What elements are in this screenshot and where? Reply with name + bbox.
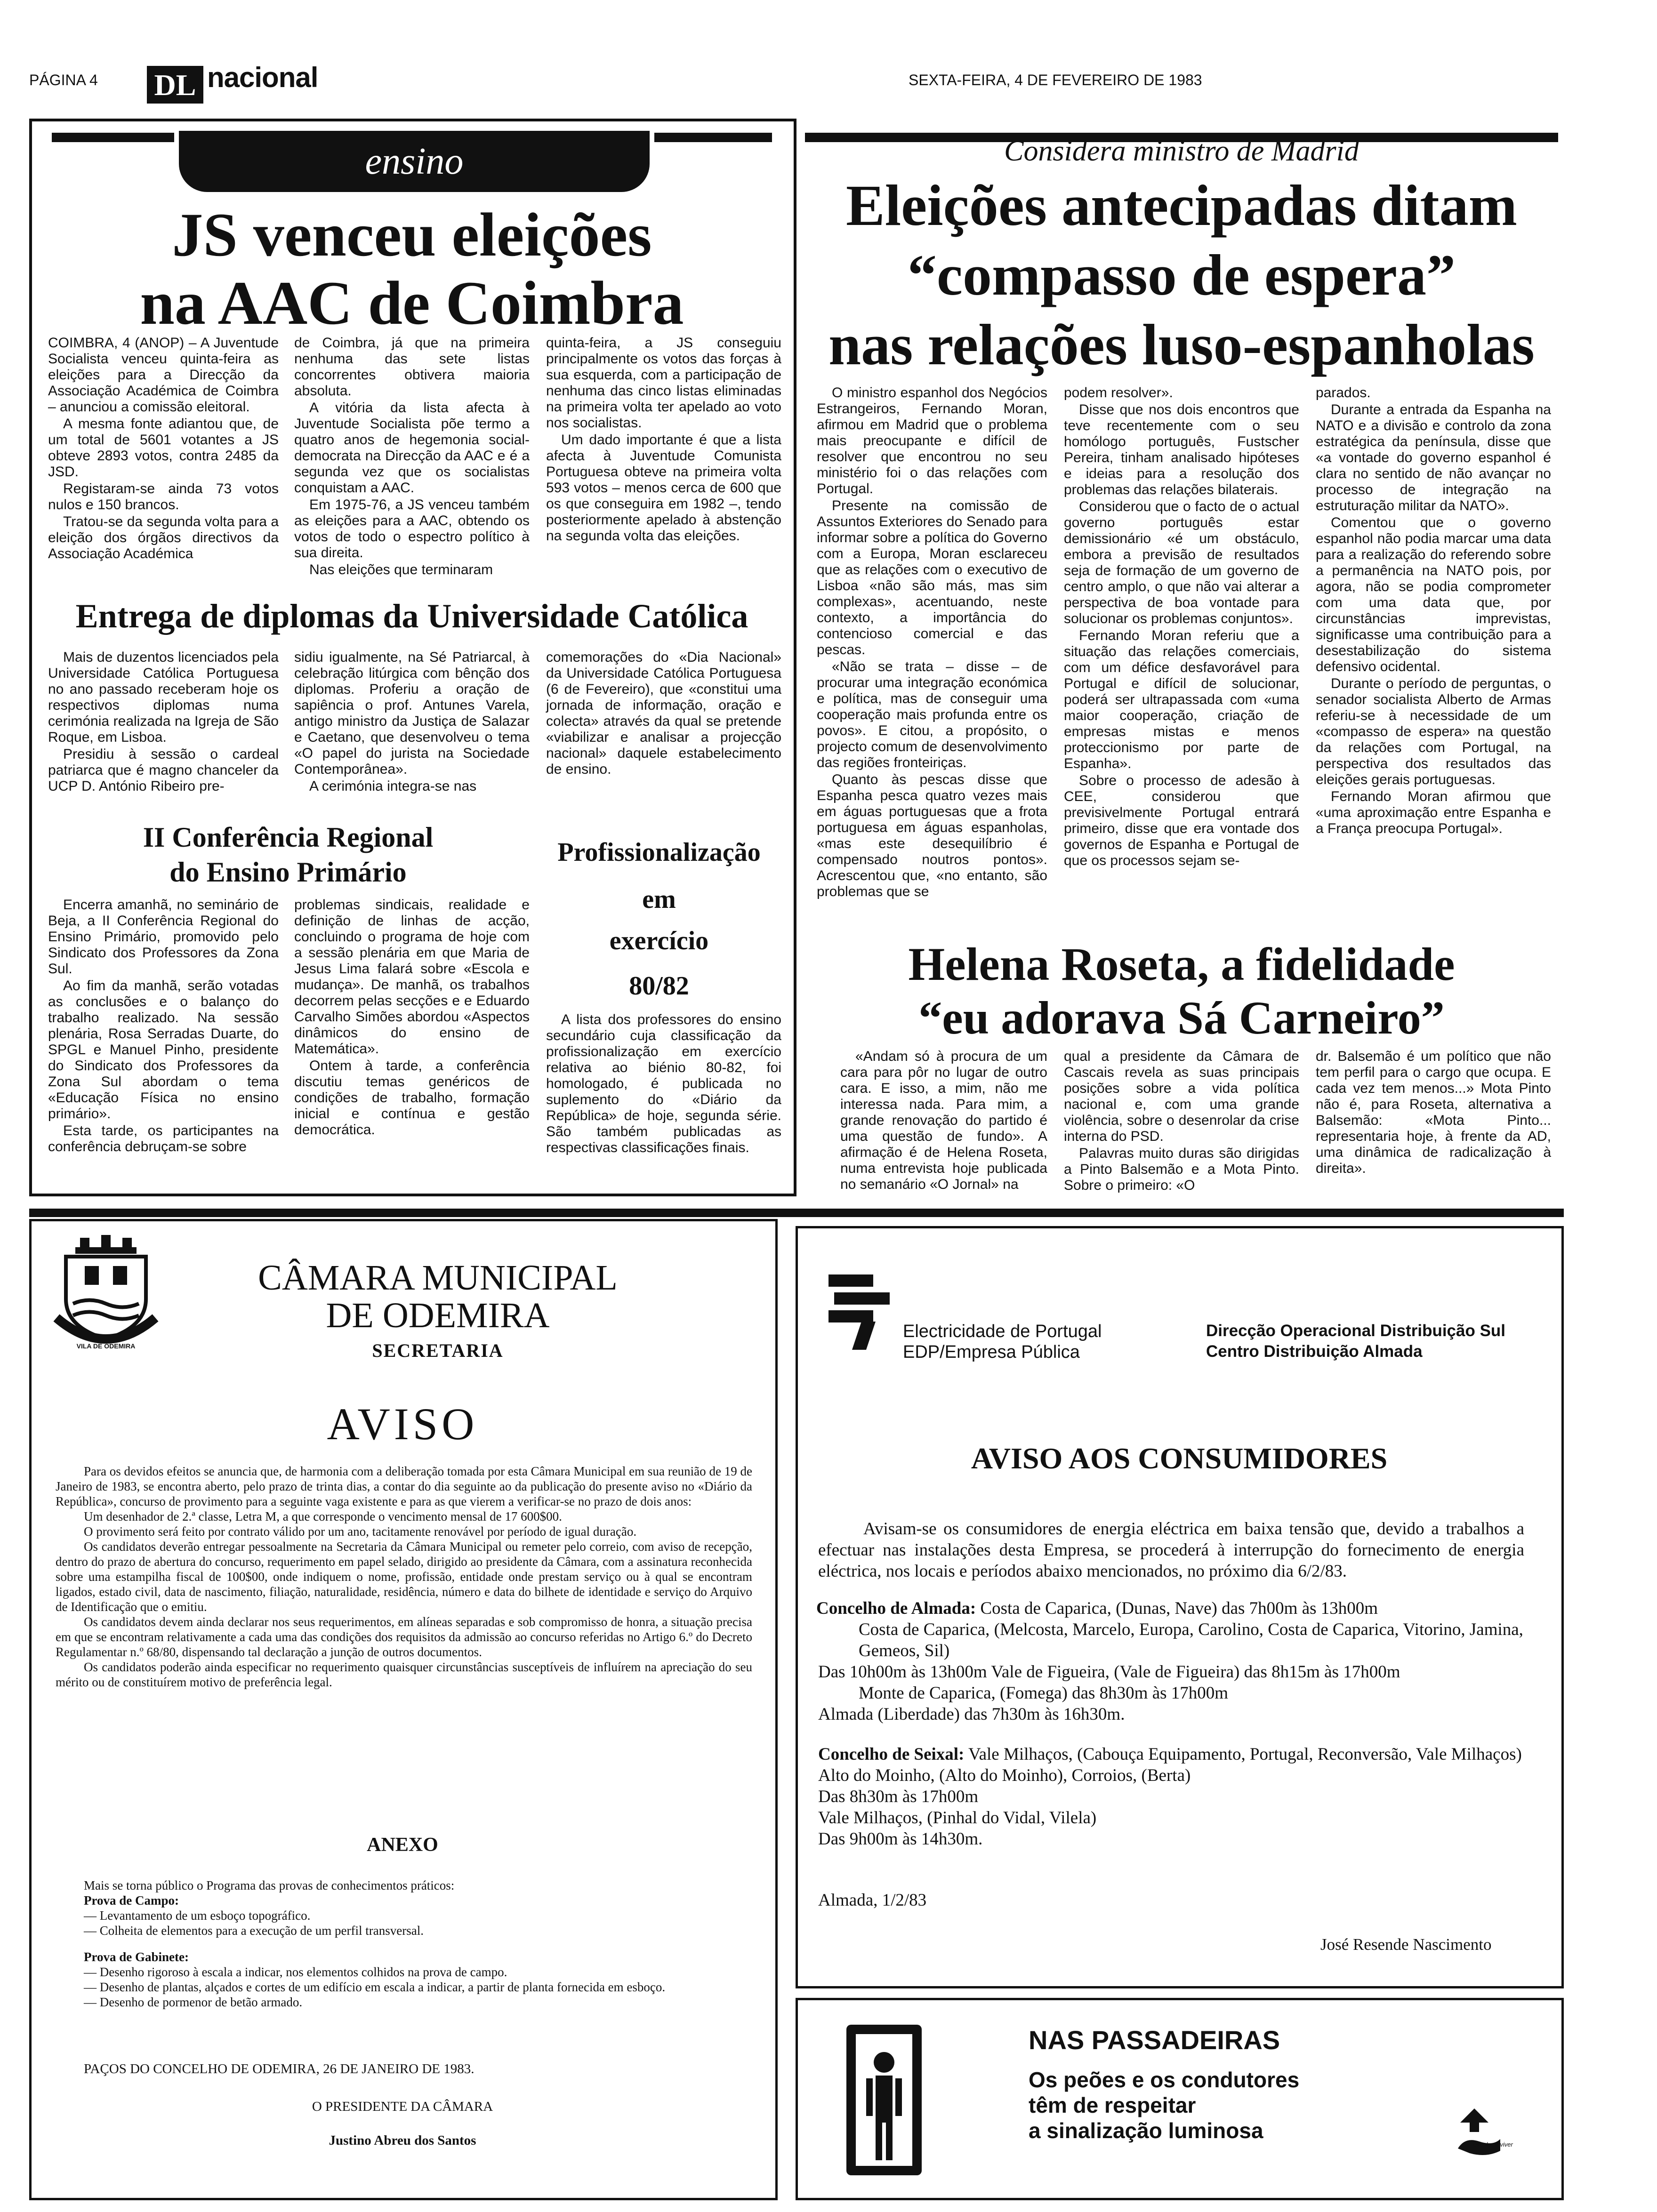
conferencia-headline-1: II Conferência Regional [143,822,434,853]
roseta-col-1 [840,1049,1047,1194]
paragraph: A cerimónia integra-se nas [309,778,477,794]
odemira-anexo: ANEXO [367,1834,438,1856]
circular-logo-icon [1451,2104,1507,2160]
edp-company-1: Electricidade de Portugal [903,1322,1102,1341]
profissionalizacao-headline-4: 80/82 [629,971,689,1001]
traffic-light-icon [837,2020,931,2175]
paragraph: O ministro espanhol dos Negócios Estrangeiros, Fernando Moran, afirmou em Madrid que o problema mais preocupante e difícil de resolver que encontrou no seu ministério foi o das relações com Portugal. [817,385,1047,497]
conferencia-col-1 [48,897,279,1156]
paragraph: Comentou que o governo espanhol não podia marcar uma data para a realização do referendo sobre a permanência na NATO pois, por agora, não se podia comprometer com uma data que, por circunstâncias imprevistas, significasse uma contribuição para a desestabilização do sistema defensivo ocidental. [1316,515,1551,674]
paragraph: Palavras muito duras são dirigidas a Pinto Balsemão e a Mota Pinto. Sobre o primeiro: «O [1064,1146,1299,1193]
ensino-tag-label: ensino [365,140,464,182]
edp-title: AVISO AOS CONSUMIDORES [971,1442,1388,1475]
profissionalizacao-headline-3: exercício [609,926,709,955]
edp-dept-1: Direcção Operacional Distribuição Sul [1206,1322,1506,1340]
madrid-col-3 [1316,385,1551,838]
paragraph: Esta tarde, os participantes na conferência debruçam-se sobre [48,1123,279,1154]
paragraph: A vitória da lista afecta à Juventude Socialista põe termo a quatro anos de hegemonia social-democrata na Direcção da AAC e é a segunda vez que os socialistas conquistam a AAC. [294,400,530,496]
madrid-kicker: Considera ministro de Madrid [1004,135,1359,167]
page-date: SEXTA-FEIRA, 4 DE FEVEREIRO DE 1983 [909,72,1202,88]
paragraph: Quanto às pescas disse que Espanha pesca quatro vezes mais em águas portuguesas que a frota portuguesa em águas espanholas, «mas este desequilíbrio é compensado noutros pontos». Acrescentou que, «no entanto, são problemas que se [817,772,1047,899]
madrid-headline-3: nas relações luso-espanholas [828,313,1535,377]
section-title: nacional [207,62,318,93]
circular-logo-text: circular e viver [1473,2141,1513,2148]
edp-line: Almada (Liberdade) das 7h30m às 16h30m. [818,1705,1125,1724]
paragraph: Durante o período de perguntas, o senador socialista Alberto de Armas referiu-se à necessidade de um «compasso de espera» na questão da relações com Portugal, na perspectiva dos resultados das eleições gerais portuguesas. [1316,676,1551,787]
paragraph: Considerou que o facto de o actual governo português estar demissionário «é um obstáculo, embora a previsão de resultados seja de formação de um governo de centro amplo, o que não vai alterar a perspectiva de boa vontade para solucionar os problemas conjuntos». [1064,499,1299,626]
edp-logo-icon [828,1274,890,1350]
paragraph: A mesma fonte adiantou que, de um total de 5601 votantes a JS obteve 2893 votos, contra 2485 da JSD. [48,416,279,480]
passadeiras-line-3: a sinalização luminosa [1029,2118,1263,2143]
profissionalizacao-headline-1: Profissionalização [557,838,761,867]
paragraph: Presente na comissão de Assuntos Exteriores do Senado para informar sobre a política do Governo com a Europa, Moran esclareceu que as relações com o executivo de Lisboa «não são más, mas sim complexas», acentuando, neste contexto, a importância do contencioso comercial e das pescas. [817,498,1047,657]
odemira-crest-text: VILA DE ODEMIRA [76,1342,136,1350]
paragraph: «Andam só à procura de um cara para pôr no lugar de outro cara. E isso, a mim, não me interessa nada. Para mim, a grande renovação do partido é uma questão de fundo». A afirmação é de Helena Roseta, numa entrevista hoje publicada no semanário «O Jornal» na [840,1049,1047,1192]
paragraph: Um desenhador de 2.ª classe, Letra M, a que corresponde o vencimento mensal de 17 600$00. [84,1509,562,1523]
ensino-headline-1: JS venceu eleições [172,200,652,269]
edp-company-2: EDP/Empresa Pública [903,1342,1080,1362]
ensino-col-2 [294,335,530,579]
odemira-anexo-body [84,1878,752,2010]
paragraph: Encerra amanhã, no seminário de Beja, a II Conferência Regional do Ensino Primário, promovido pelo Sindicato dos Professores da Zona Sul. [48,897,279,977]
paragraph: podem resolver». [1064,385,1173,401]
paragraph: Registaram-se ainda 73 votos nulos e 150 brancos. [48,481,279,513]
list-item: — Desenho rigoroso à escala a indicar, nos elementos colhidos na prova de campo. [84,1965,507,1979]
paragraph: Ontem à tarde, a conferência discutiu temas genéricos de condições de trabalho, formação inicial e contínua e gestão democrática. [294,1058,530,1138]
madrid-col-1 [817,385,1047,901]
passadeiras-line-1: Os peões e os condutores [1029,2068,1300,2092]
edp-date: Almada, 1/2/83 [818,1891,927,1910]
conferencia-headline-2: do Ensino Primário [169,857,407,888]
madrid-col-2 [1064,385,1299,870]
seixal-label: Concelho de Seixal: [818,1745,965,1764]
roseta-headline-2: “eu adorava Sá Carneiro” [918,992,1445,1044]
list-item: — Desenho de plantas, alçados e cortes de um edifício em escala a indicar, a partir de planta fornecida em esboço. [84,1980,666,1994]
ensino-col-1 [48,335,279,563]
list-item: — Desenho de pormenor de betão armado. [84,1995,303,2009]
edp-line: Das 10h00m às 13h00m Vale de Figueira, (Vale de Figueira) das 8h15m às 17h00m [818,1662,1400,1682]
paragraph: Nas eleições que terminaram [309,562,493,577]
odemira-subtitle: SECRETARIA [372,1340,504,1361]
paragraph: COIMBRA, 4 (ANOP) – A Juventude Socialista venceu quinta-feira as eleições para a Direcção da Associação Académica de Coimbra – anunciou a comissão eleitoral. [48,335,279,415]
edp-line: Das 8h30m às 17h00m [818,1787,979,1806]
odemira-aviso: AVISO [327,1399,478,1449]
odemira-signer: Justino Abreu dos Santos [329,2133,476,2148]
svg-text:DL: DL [154,68,196,102]
paragraph: Os candidatos poderão ainda especificar no requerimento quaisquer circunstâncias susceptíveis de influírem na apreciação do seu mérito ou de constituírem motivo de preferência legal. [56,1660,752,1689]
paragraph: A lista dos professores do ensino secundário cuja classificação da profissionalização em exercício relativa ao biénio 80-82, foi homologado, é publicada no suplemento do «Diário da República» de hoje, segunda série. São também publicadas as respectivas classificações finais. [546,1012,781,1155]
edp-line: Vale Milhaços, (Cabouça Equipamento, Portugal, Reconversão, Vale Milhaços) Alto do Moinho, (Alto do Moinho), Corroios, (Berta) [818,1745,1522,1785]
paragraph: parados. [1316,385,1371,401]
ensino-bar-right [654,133,772,142]
almada-label: Concelho de Almada: [816,1599,976,1618]
catolica-col-2 [294,649,530,795]
odemira-ad-box [29,1219,778,2200]
odemira-title-1: CÂMARA MUNICIPAL [258,1258,618,1298]
odemira-title-2: DE ODEMIRA [326,1296,550,1335]
paragraph: comemorações do «Dia Nacional» da Universidade Católica Portuguesa (6 de Fevereiro), que «constitui uma jornada de informação, oração e colecta» através da qual se pretende «viabilizar e analisar a projecção nacional» daquele estabelecimento de ensino. [546,649,781,777]
edp-signer: José Resende Nascimento [1320,1935,1492,1954]
edp-line: Costa de Caparica, (Dunas, Nave) das 7h00m às 13h00m [980,1599,1378,1618]
anexo-intro: Mais se torna público o Programa das provas de conhecimentos práticos: [84,1878,455,1892]
list-item: — Levantamento de um esboço topográfico. [84,1908,311,1923]
edp-line: Vale Milhaços, (Pinhal do Vidal, Vilela) [818,1808,1097,1827]
paragraph: Para os devidos efeitos se anuncia que, de harmonia com a deliberação tomada por esta Câmara Municipal em sua reunião de 19 de Janeiro de 1983, se encontra aberto, pelo prazo de trinta dias, a contar do dia seguinte ao da publicação do presente aviso no «Diário da República», concurso de provimento para a seguinte vaga existente e para as que vierem a verificar-se no prazo de dois anos: [56,1464,752,1508]
roseta-col-2 [1064,1049,1299,1194]
paragraph: Fernando Moran afirmou que «uma aproximação entre Espanha e a França preocupa Portugal». [1316,789,1551,836]
paragraph: Presidiu à sessão o cardeal patriarca que é magno chanceler da UCP D. António Ribeiro pre- [48,746,279,794]
paragraph: sidiu igualmente, na Sé Patriarcal, à celebração litúrgica com bênção dos diplomas. Proferiu a oração de sapiência o prof. Antunes Varela, antigo ministro da Justiça de Salazar e Caetano, que desenvolveu o tema «O papel do jurista na Sociedade Contemporânea». [294,649,530,777]
madrid-headline-1: Eleições antecipadas ditam [846,173,1517,238]
list-item: — Colheita de elementos para a execução de um perfil transversal. [84,1923,424,1938]
prova-gabinete-label: Prova de Gabinete: [84,1950,189,1964]
paragraph: Os candidatos deverão entregar pessoalmente na Secretaria da Câmara Municipal ou remeter pelo correio, com aviso de recepção, dentro do prazo de abertura do concurso, requerimento em papel selado, dirigido ao presidente da Câmara, com a assinatura reconhecida sobre uma estampilha fiscal de 100$00, onde indiquem o nome, profissão, entidade onde prestam serviço ou à qual se encontram ligados, estado civil, data de nascimento, filiação, naturalidade, residência, número e data do bilhete de identidade e serviço do Arquivo de Identificação que o emitiu. [56,1539,752,1614]
catolica-col-3 [546,649,781,778]
paragraph: Tratou-se da segunda volta para a eleição dos órgãos directivos da Associação Académica [48,514,279,561]
edp-body [818,1518,1524,1850]
paragraph: qual a presidente da Câmara de Cascais revela as suas principais posições sobre a vida política nacional e, com uma grande violência, sobre o desenrolar da crise interna do PSD. [1064,1049,1299,1144]
passadeiras-line-2: têm de respeitar [1029,2093,1196,2117]
edp-intro: Avisam-se os consumidores de energia eléctrica em baixa tensão que, devido a trabalhos a efectuar nas instalações desta Empresa, se procederá à interrupção do fornecimento de energia eléctrica, nos locais e períodos abaixo mencionados, no próximo dia 6/2/83. [818,1519,1524,1581]
odemira-body [56,1464,752,1690]
prova-campo-label: Prova de Campo: [84,1893,179,1907]
paragraph: Ao fim da manhã, serão votadas as conclusões e o balanço do trabalho realizado. Na sessão plenária, Rosa Serradas Duarte, do SPGL e Manuel Pinho, presidente do Sindicato dos Professores da Zona Sul abordam o tema «Educação Física no ensino primário». [48,978,279,1122]
catolica-col-1 [48,649,279,795]
paragraph: Em 1975-76, a JS venceu também as eleições para a AAC, obtendo os votos de todo o espectro político à sua direita. [294,497,530,561]
paragraph: Disse que nos dois encontros que teve recentemente com o seu homólogo português, Fustscher Pereira, tinham analisado hipóteses e ideias para a resolução dos problemas das relações bilaterais. [1064,402,1299,497]
edp-dept-2: Centro Distribuição Almada [1206,1342,1423,1361]
edp-line: Costa de Caparica, (Melcosta, Marcelo, Europa, Carolino, Costa de Caparica, Vitorino, Jamina, Gemeos, Sil) [859,1620,1523,1660]
edp-line: Monte de Caparica, (Fomega) das 8h30m às 17h00m [859,1683,1229,1703]
edp-line: Das 9h00m às 14h30m. [818,1829,983,1849]
paragraph: Os candidatos devem ainda declarar nos seus requerimentos, em alíneas separadas e sob compromisso de honra, a situação precisa em que se encontram relativamente a cada uma das condições dos requisitos da admissão ao concurso referidas no Artigo 6.º do Decreto Regulamentar n.º 68/80, dispensando tal declaração a junção de outros documentos. [56,1615,752,1659]
conferencia-col-2 [294,897,530,1139]
paragraph: Mais de duzentos licenciados pela Universidade Católica Portuguesa no ano passado receberam hoje os respectivos diplomas numa cerimónia realizada na Igreja de São Roque, em Lisboa. [48,649,279,745]
paragraph: Fernando Moran referiu que a situação das relações comerciais, com um défice desfavorável para Portugal e difícil de solucionar, poderá ser ultrapassada com «uma maior cooperação, criação de empresas mistas e menos proteccionismo por parte de Espanha». [1064,628,1299,771]
paragraph: problemas sindicais, realidade e definição de linhas de acção, concluindo o programa de hoje com a sessão plenária em que Maria de Jesus Lima falará sobre «Escola e mudança». De manhã, os trabalhos decorrem pelas secções e e Eduardo Carvalho Simões abordou «Aspectos dinâmicos do ensino de Matemática». [294,897,530,1057]
section-separator [29,1209,1564,1217]
roseta-col-3 [1316,1049,1551,1178]
madrid-headline-2: “compasso de espera” [907,243,1456,307]
profissionalizacao-body [546,1012,781,1157]
catolica-headline: Entrega de diplomas da Universidade Católica [75,597,748,635]
paragraph: O provimento será feito por contrato válido por um ano, tacitamente renovável por período de igual duração. [84,1524,637,1539]
section-logo-icon [147,66,203,104]
paragraph: Durante a entrada da Espanha na NATO e a divisão e controlo da zona estratégica da península, disse que «a vontade do governo espanhol é clara no sentido de não avançar no processo de integração na estruturação militar da NATO». [1316,402,1551,513]
paragraph: Um dado importante é que a lista afecta à Juventude Comunista Portuguesa obteve na primeira volta 593 votos – menos cerca de 600 que os que conseguira em 1982 –, tendo posteriormente apelado à abstenção na segunda volta das eleições. [546,432,781,544]
passadeiras-title: NAS PASSADEIRAS [1029,2025,1280,2055]
page-number: PÁGINA 4 [29,72,98,88]
paragraph: quinta-feira, a JS conseguiu principalmente os votos das forças à sua esquerda, com a participação de nenhuma das cinco listas eliminadas na primeira volta ter apelado ao voto nos socialistas. [546,335,781,431]
paragraph: Sobre o processo de adesão à CEE, considerou que previsivelmente Portugal entrará primeiro, disse que era vontade dos governos de Espanha e Portugal de que os processos sejam se- [1064,773,1299,868]
ensino-bar-left [52,133,174,142]
odemira-place-date: PAÇOS DO CONCELHO DE ODEMIRA, 26 DE JANEIRO DE 1983. [84,2061,475,2076]
odemira-signer-title: O PRESIDENTE DA CÂMARA [312,2099,493,2114]
ensino-tag [179,131,650,192]
paragraph: «Não se trata – disse – de procurar uma integração económica e política, mas de conseguir uma cooperação mais profunda entre os povos». E citou, a propósito, o projecto comum de desenvolvimento das regiões fronteiriças. [817,659,1047,770]
roseta-headline-1: Helena Roseta, a fidelidade [908,938,1455,990]
paragraph: dr. Balsemão é um político que não tem perfil para o cargo que ocupa. E cada vez tem menos...» Mota Pinto não é, para Roseta, alternativa a Balsemão: «Mota Pinto... representaria hoje, à frente da AD, uma dinâmica de radicalização à direita». [1316,1049,1551,1176]
odemira-crest-icon [52,1233,160,1351]
ensino-headline-2: na AAC de Coimbra [140,268,684,337]
paragraph: de Coimbra, já que na primeira nenhuma das sete listas concorrentes obtivera maioria absoluta. [294,335,530,399]
profissionalizacao-headline-2: em [642,885,676,914]
ensino-col-3 [546,335,781,545]
